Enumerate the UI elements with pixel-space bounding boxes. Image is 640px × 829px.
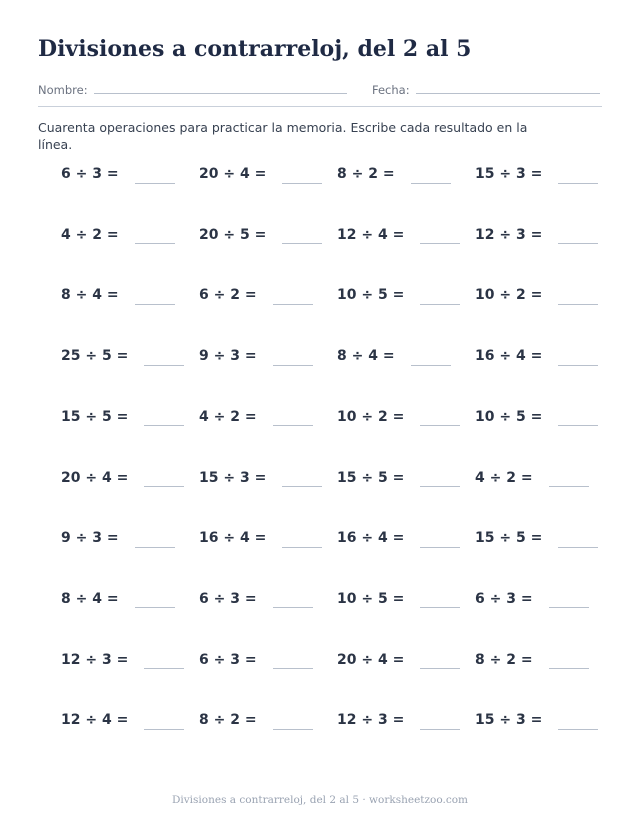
problem-text: 25 ÷ 5 = <box>61 348 129 365</box>
problem-text: 6 ÷ 2 = <box>199 287 257 304</box>
problem-item <box>199 466 322 490</box>
instructions-text: Cuarenta operaciones para practicar la memoria. Escribe cada resultado en la línea. <box>38 120 528 152</box>
problem-item <box>337 708 460 732</box>
problem-text: 20 ÷ 4 = <box>199 166 267 182</box>
problem-text: 10 ÷ 5 = <box>475 408 543 425</box>
answer-line[interactable] <box>144 668 184 669</box>
problem-text: 10 ÷ 5 = <box>337 287 405 304</box>
problem-item <box>337 162 451 186</box>
answer-line[interactable] <box>135 547 175 548</box>
answer-line[interactable] <box>273 304 313 305</box>
problem-item <box>61 648 184 672</box>
problem-item <box>475 526 598 550</box>
answer-line[interactable] <box>549 607 589 608</box>
problem-item <box>337 526 460 550</box>
answer-line[interactable] <box>273 425 313 426</box>
answer-line[interactable] <box>135 304 175 305</box>
problem-text: 12 ÷ 3 = <box>337 712 405 729</box>
problem-text: 6 ÷ 3 = <box>199 590 257 607</box>
answer-line[interactable] <box>144 365 184 366</box>
problem-item <box>337 587 460 611</box>
answer-line[interactable] <box>273 729 313 730</box>
problem-text: 8 ÷ 2 = <box>475 651 533 668</box>
problem-text: 20 ÷ 4 = <box>61 469 129 486</box>
problem-item <box>337 344 451 368</box>
answer-line[interactable] <box>558 547 598 548</box>
problem-text: 6 ÷ 3 = <box>475 590 533 607</box>
answer-line[interactable] <box>558 304 598 305</box>
problem-item <box>475 466 589 490</box>
problem-text: 4 ÷ 2 = <box>199 408 257 425</box>
answer-line[interactable] <box>282 183 322 184</box>
problem-item <box>61 405 184 429</box>
problem-text: 15 ÷ 5 = <box>475 530 543 547</box>
problem-item <box>61 708 184 732</box>
answer-line[interactable] <box>135 243 175 244</box>
answer-line[interactable] <box>282 243 322 244</box>
answer-line[interactable] <box>273 668 313 669</box>
problem-item <box>199 708 313 732</box>
problem-text: 8 ÷ 4 = <box>61 287 119 304</box>
answer-line[interactable] <box>549 486 589 487</box>
problem-text: 9 ÷ 3 = <box>61 530 119 547</box>
answer-line[interactable] <box>420 304 460 305</box>
answer-line[interactable] <box>558 425 598 426</box>
problem-item <box>199 587 313 611</box>
answer-line[interactable] <box>282 547 322 548</box>
problem-item <box>199 648 313 672</box>
problem-item <box>475 344 598 368</box>
problem-text: 8 ÷ 4 = <box>61 590 119 607</box>
problem-item <box>337 466 460 490</box>
problem-text: 12 ÷ 4 = <box>337 226 405 243</box>
problem-text: 12 ÷ 4 = <box>61 712 129 729</box>
problem-item <box>475 162 598 186</box>
problem-text: 6 ÷ 3 = <box>61 166 119 182</box>
problem-text: 15 ÷ 5 = <box>61 408 129 425</box>
answer-line[interactable] <box>558 365 598 366</box>
problem-item <box>337 405 460 429</box>
problem-text: 20 ÷ 4 = <box>337 651 405 668</box>
problem-item <box>337 223 460 247</box>
answer-line[interactable] <box>558 729 598 730</box>
problem-item <box>199 283 313 307</box>
problem-text: 15 ÷ 3 = <box>199 469 267 486</box>
problem-text: 10 ÷ 5 = <box>337 590 405 607</box>
problem-text: 15 ÷ 3 = <box>475 166 543 182</box>
answer-line[interactable] <box>420 668 460 669</box>
problem-item <box>199 162 322 186</box>
problem-item <box>337 283 460 307</box>
name-label: Nombre: <box>38 83 88 97</box>
problem-item <box>337 648 460 672</box>
problem-item <box>61 283 175 307</box>
problem-text: 8 ÷ 2 = <box>337 166 395 182</box>
answer-line[interactable] <box>411 183 451 184</box>
problem-item <box>199 223 322 247</box>
problem-text: 10 ÷ 2 = <box>337 408 405 425</box>
footer-credit: Divisiones a contrarreloj, del 2 al 5 · worksheetzoo.com <box>171 794 469 806</box>
problem-item <box>61 344 184 368</box>
problem-text: 9 ÷ 3 = <box>199 348 257 365</box>
answer-line[interactable] <box>558 243 598 244</box>
problem-text: 15 ÷ 5 = <box>337 469 405 486</box>
answer-line[interactable] <box>558 183 598 184</box>
problem-item <box>61 587 175 611</box>
answer-line[interactable] <box>549 668 589 669</box>
answer-line[interactable] <box>144 425 184 426</box>
problem-text: 16 ÷ 4 = <box>337 530 405 547</box>
answer-line[interactable] <box>411 365 451 366</box>
problem-item <box>61 162 175 186</box>
answer-line[interactable] <box>273 607 313 608</box>
problem-text: 16 ÷ 4 = <box>475 348 543 365</box>
problem-item <box>61 223 175 247</box>
problem-item <box>199 405 313 429</box>
problem-item <box>475 587 589 611</box>
problem-text: 20 ÷ 5 = <box>199 226 267 243</box>
problem-item <box>199 526 322 550</box>
answer-line[interactable] <box>420 486 460 487</box>
problem-text: 8 ÷ 4 = <box>337 348 395 365</box>
problem-item <box>199 344 313 368</box>
answer-line[interactable] <box>420 547 460 548</box>
problem-text: 12 ÷ 3 = <box>475 226 543 243</box>
answer-line[interactable] <box>282 486 322 487</box>
answer-line[interactable] <box>135 607 175 608</box>
problem-text: 4 ÷ 2 = <box>475 469 533 486</box>
answer-line[interactable] <box>144 486 184 487</box>
problem-text: 10 ÷ 2 = <box>475 287 543 304</box>
problem-text: 8 ÷ 2 = <box>199 712 257 729</box>
page-title: Divisiones a contrarreloj, del 2 al 5 <box>38 36 472 62</box>
problem-item <box>475 223 598 247</box>
problem-item <box>475 405 598 429</box>
answer-line[interactable] <box>420 607 460 608</box>
problem-item <box>61 466 184 490</box>
answer-line[interactable] <box>273 365 313 366</box>
answer-line[interactable] <box>420 243 460 244</box>
problem-item <box>475 283 598 307</box>
answer-line[interactable] <box>135 183 175 184</box>
problem-item <box>61 526 175 550</box>
problem-text: 6 ÷ 3 = <box>199 651 257 668</box>
date-label: Fecha: <box>372 83 410 97</box>
problem-text: 16 ÷ 4 = <box>199 530 267 547</box>
answer-line[interactable] <box>144 729 184 730</box>
problem-text: 4 ÷ 2 = <box>61 226 119 243</box>
problem-item <box>475 708 598 732</box>
answer-line[interactable] <box>420 729 460 730</box>
problem-item <box>475 648 589 672</box>
answer-line[interactable] <box>420 425 460 426</box>
problem-text: 12 ÷ 3 = <box>61 651 129 668</box>
problem-text: 15 ÷ 3 = <box>475 712 543 729</box>
